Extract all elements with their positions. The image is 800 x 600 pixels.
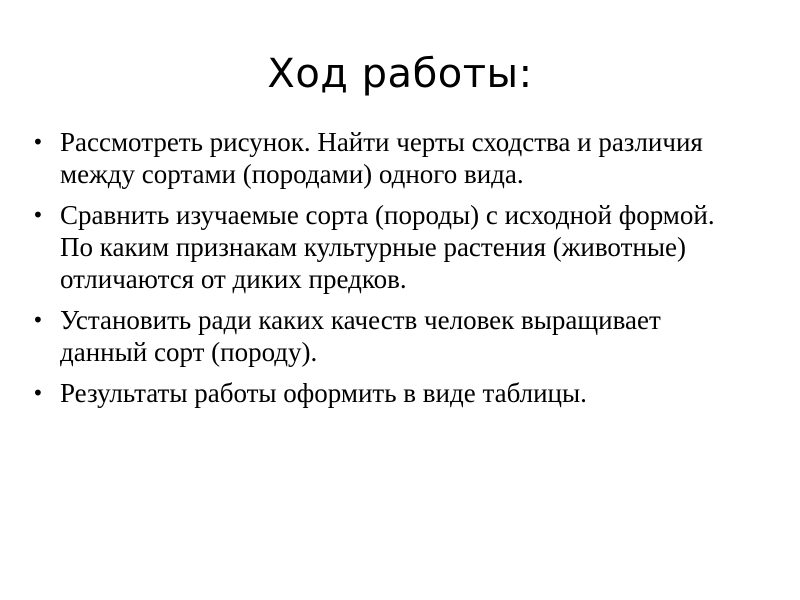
list-item-text: Установить ради каких качеств человек выращивает данный сорт (породу). — [60, 305, 661, 367]
bullet-icon: • — [32, 203, 44, 227]
list-item — [30, 126, 750, 190]
list-item-text: Сравнить изучаемые сорта (породы) с исходной формой. По каким признакам культурные растения (животные) отличаются от диких предков. — [60, 200, 715, 294]
slide-title: Ход работы: — [267, 51, 533, 97]
list-item-text: Рассмотреть рисунок. Найти черты сходства и различия между сортами (породами) одного вида. — [60, 127, 703, 189]
bullet-icon: • — [32, 130, 44, 154]
list-item — [30, 304, 750, 368]
bullet-icon: • — [32, 308, 44, 332]
bullet-icon: • — [32, 381, 44, 405]
list-item-text: Результаты работы оформить в виде таблицы. — [60, 378, 587, 408]
bullet-list — [30, 126, 750, 418]
list-item — [30, 199, 750, 295]
list-item — [30, 377, 750, 409]
